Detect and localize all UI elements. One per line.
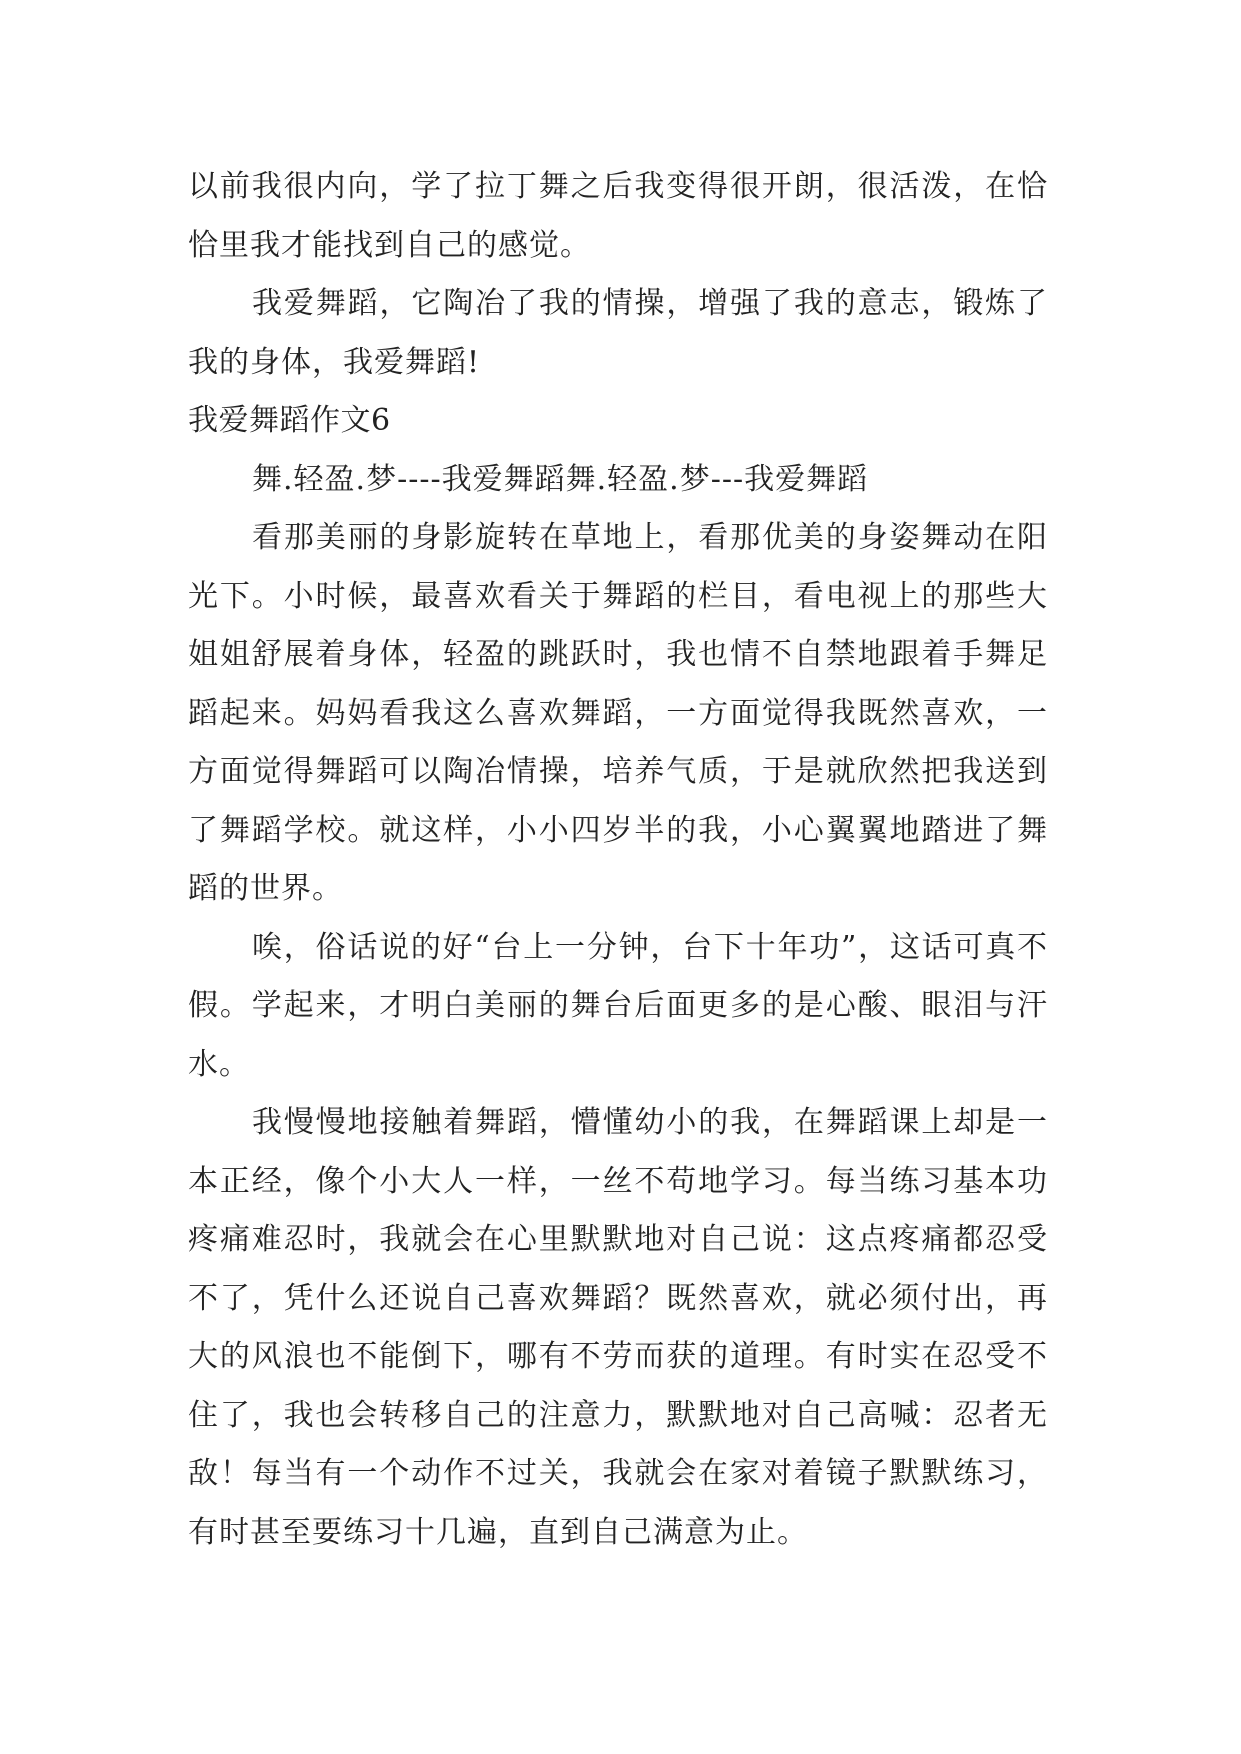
paragraph-childhood: 看那美丽的身影旋转在草地上，看那优美的身姿舞动在阳光下。小时候，最喜欢看关于舞蹈的栏目，看电视上的那些大姐姐舒展着身体，轻盈的跳跃时，我也情不自禁地跟着手舞足蹈起来。妈妈看我这么喜欢舞蹈，一方面觉得我既然喜欢，一方面觉得舞蹈可以陶冶情操，培养气质，于是就欣然把我送到了舞蹈学校。就这样，小小四岁半的我，小心翼翼地踏进了舞蹈的世界。	[188, 520, 1048, 906]
paragraph-intro-continuation: 以前我很内向，学了拉丁舞之后我变得很开朗，很活泼，在恰恰里我才能找到自己的感觉。	[188, 169, 1048, 263]
paragraph-proverb: 唉，俗话说的好“台上一分钟，台下十年功”，这话可真不假。学起来，才明白美丽的舞台后面更多的是心酸、眼泪与汗水。	[188, 929, 1048, 1082]
essay-title: 我爱舞蹈作文6	[188, 403, 391, 438]
paragraph-love-dance: 我爱舞蹈，它陶冶了我的情操，增强了我的意志，锻炼了我的身体，我爱舞蹈!	[188, 286, 1048, 380]
document-body	[188, 158, 1048, 1562]
paragraph-practice: 我慢慢地接触着舞蹈，懵懂幼小的我，在舞蹈课上却是一本正经，像个小大人一样，一丝不苟地学习。每当练习基本功疼痛难忍时，我就会在心里默默地对自己说：这点疼痛都忍受不了，凭什么还说自己喜欢舞蹈？既然喜欢，就必须付出，再大的风浪也不能倒下，哪有不劳而获的道理。有时实在忍受不住了，我也会转移自己的注意力，默默地对自己高喊：忍者无敌！每当有一个动作不过关，我就会在家对着镜子默默练习，有时甚至要练习十几遍，直到自己满意为止。	[188, 1105, 1048, 1550]
essay-subtitle: 舞.轻盈.梦----我爱舞蹈舞.轻盈.梦---我爱舞蹈	[252, 461, 869, 497]
